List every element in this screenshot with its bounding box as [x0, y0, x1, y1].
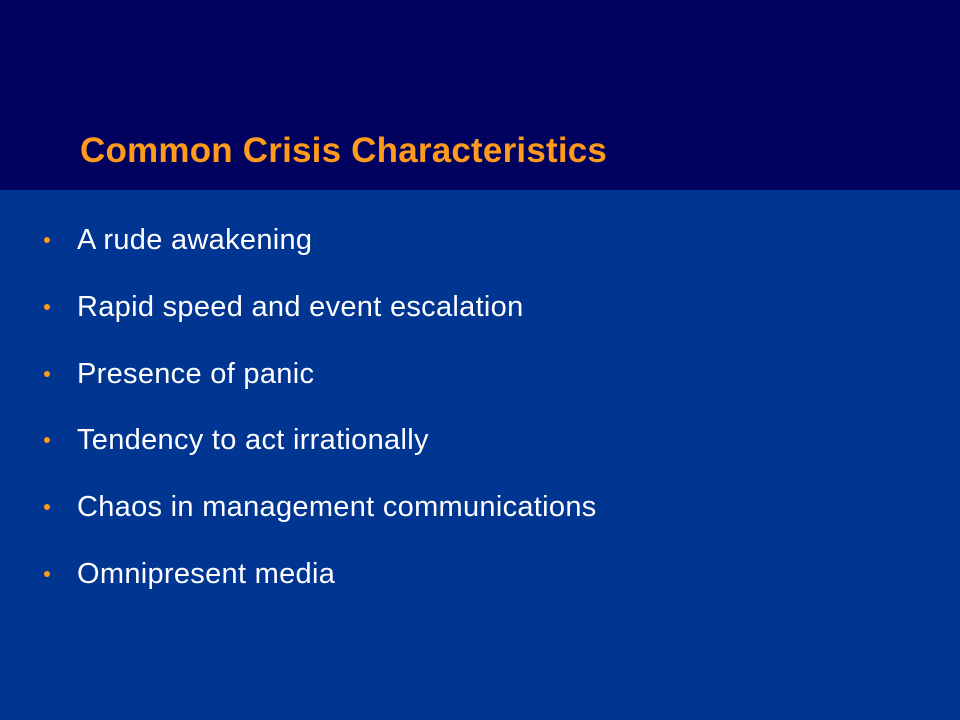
slide-title: Common Crisis Characteristics: [80, 131, 608, 170]
bullet-item: [0, 288, 900, 328]
bullet-text: Presence of panic: [77, 358, 315, 390]
bullet-text: Chaos in management communications: [77, 491, 597, 523]
bullet-dot-icon: [44, 571, 50, 577]
bullet-text: Rapid speed and event escalation: [77, 291, 524, 323]
bullet-text: A rude awakening: [77, 224, 313, 256]
bullet-dot-icon: [44, 437, 50, 443]
bullet-text: Tendency to act irrationally: [77, 424, 429, 456]
bullet-item: [0, 355, 900, 395]
bullet-item: [0, 221, 900, 261]
title-band: [0, 0, 960, 190]
bullet-item: [0, 555, 900, 595]
bullet-text: Omnipresent media: [77, 558, 336, 590]
bullet-dot-icon: [44, 504, 50, 510]
bullet-dot-icon: [44, 237, 50, 243]
bullet-dot-icon: [44, 304, 50, 310]
bullet-dot-icon: [44, 371, 50, 377]
bullet-item: [0, 421, 900, 461]
bullet-item: [0, 488, 900, 528]
